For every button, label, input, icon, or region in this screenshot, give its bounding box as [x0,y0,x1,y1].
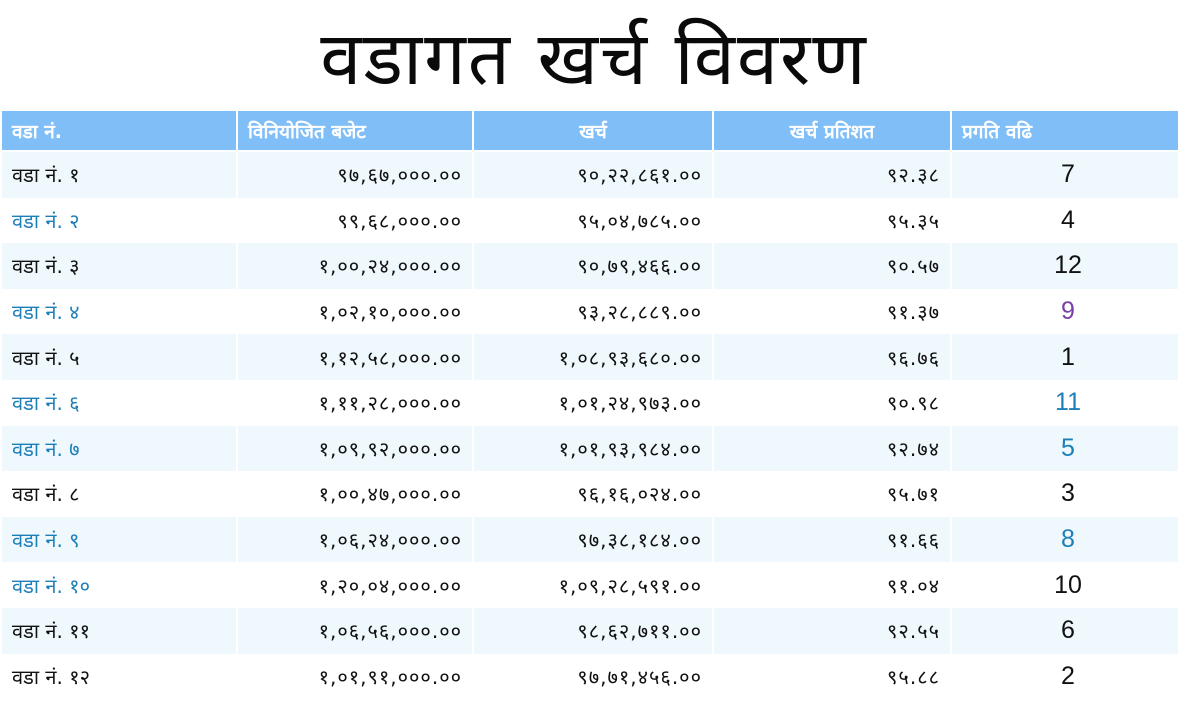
expense-cell: ९३,२८,८८९.०० [474,289,712,335]
percent-cell: ९६.७६ [714,334,950,380]
table-body [2,152,1178,699]
expense-cell: ९७,३८,१८४.०० [474,517,712,563]
expense-cell: १,०९,२८,५९१.०० [474,562,712,608]
expense-cell: ९०,२२,८६१.०० [474,152,712,198]
rank-cell: 7 [952,152,1178,198]
percent-cell: ९५.३५ [714,198,950,244]
table-row [2,380,1178,426]
ward-cell: वडा नं. ९ [2,517,236,563]
percent-cell: ९५.७१ [714,471,950,517]
ward-cell: वडा नं. १२ [2,654,236,700]
expense-cell: ९६,१६,०२४.०० [474,471,712,517]
percent-cell: ९१.३७ [714,289,950,335]
rank-cell: 11 [952,380,1178,426]
percent-cell: ९२.५५ [714,608,950,654]
rank-cell: 12 [952,243,1178,289]
header-ward: वडा नं. [2,111,236,152]
table-row [2,152,1178,198]
header-budget: विनियोजित बजेट [238,111,472,152]
rank-cell: 9 [952,289,1178,335]
budget-cell: १,१२,५८,०००.०० [238,334,472,380]
budget-cell: १,००,४७,०००.०० [238,471,472,517]
header-percent: खर्च प्रतिशत [714,111,950,152]
rank-cell: 4 [952,198,1178,244]
table-row [2,654,1178,700]
budget-cell: १,०२,१०,०००.०० [238,289,472,335]
ward-cell: वडा नं. ८ [2,471,236,517]
budget-cell: १,०९,९२,०००.०० [238,426,472,472]
budget-cell: ९७,६७,०००.०० [238,152,472,198]
expense-cell: ९५,०४,७८५.०० [474,198,712,244]
expense-cell: १,०१,९३,९८४.०० [474,426,712,472]
budget-cell: ९९,६८,०००.०० [238,198,472,244]
table-row [2,243,1178,289]
header-expense: खर्च [474,111,712,152]
expense-cell: ९७,७१,४५६.०० [474,654,712,700]
ward-cell: वडा नं. ७ [2,426,236,472]
percent-cell: ९०.९८ [714,380,950,426]
ward-cell: वडा नं. २ [2,198,236,244]
percent-cell: ९५.८८ [714,654,950,700]
ward-cell: वडा नं. ५ [2,334,236,380]
ward-cell: वडा नं. ११ [2,608,236,654]
expense-cell: ९८,६२,७११.०० [474,608,712,654]
budget-cell: १,०१,९१,०००.०० [238,654,472,700]
table-header [2,111,1178,152]
percent-cell: ९२.३८ [714,152,950,198]
expense-cell: ९०,७९,४६६.०० [474,243,712,289]
percent-cell: ९१.०४ [714,562,950,608]
percent-cell: ९१.६६ [714,517,950,563]
budget-cell: १,२०,०४,०००.०० [238,562,472,608]
table-row [2,198,1178,244]
page-title: वडागत खर्च विवरण [320,15,868,102]
expense-cell: १,०८,९३,६८०.०० [474,334,712,380]
rank-cell: 1 [952,334,1178,380]
ward-cell: वडा नं. १० [2,562,236,608]
percent-cell: ९२.७४ [714,426,950,472]
table-row [2,562,1178,608]
header-rank: प्रगति वढि [952,111,1178,152]
table-row [2,471,1178,517]
table-row [2,608,1178,654]
table-row [2,289,1178,335]
ward-cell: वडा नं. ३ [2,243,236,289]
expense-cell: १,०१,२४,९७३.०० [474,380,712,426]
table-row [2,334,1178,380]
rank-cell: 6 [952,608,1178,654]
table-row [2,517,1178,563]
ward-expense-table [0,111,1178,699]
rank-cell: 5 [952,426,1178,472]
ward-cell: वडा नं. ६ [2,380,236,426]
rank-cell: 2 [952,654,1178,700]
rank-cell: 3 [952,471,1178,517]
budget-cell: १,००,२४,०००.०० [238,243,472,289]
table-row [2,426,1178,472]
budget-cell: १,०६,५६,०००.०० [238,608,472,654]
percent-cell: ९०.५७ [714,243,950,289]
budget-cell: १,११,२८,०००.०० [238,380,472,426]
rank-cell: 10 [952,562,1178,608]
rank-cell: 8 [952,517,1178,563]
ward-cell: वडा नं. ४ [2,289,236,335]
ward-cell: वडा नं. १ [2,152,236,198]
budget-cell: १,०६,२४,०००.०० [238,517,472,563]
